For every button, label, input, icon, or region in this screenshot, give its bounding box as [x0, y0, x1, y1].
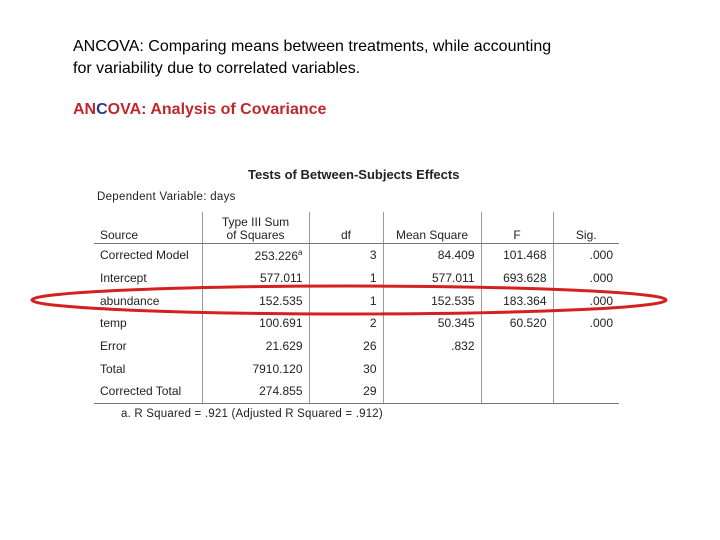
cell-ms: 50.345 — [383, 312, 481, 335]
header-df: df — [309, 212, 383, 244]
header-source: Source — [94, 212, 202, 244]
cell-ss-value: 253.226 — [254, 248, 299, 263]
cell-ss — [202, 244, 309, 267]
cell-sig — [553, 380, 619, 403]
cell-df: 1 — [309, 289, 383, 312]
cell-ss: 152.535 — [202, 289, 309, 312]
cell-source: Error — [100, 339, 127, 354]
cell-source: Total — [100, 361, 126, 376]
table-row-abundance — [94, 289, 619, 312]
anova-table — [94, 212, 619, 404]
cell-ss: 577.011 — [202, 267, 309, 290]
cell-ms — [383, 357, 481, 380]
cell-df: 26 — [309, 335, 383, 358]
cell-f — [481, 380, 553, 403]
cell-df: 3 — [309, 244, 383, 267]
header-f: F — [481, 212, 553, 244]
cell-ms: 84.409 — [383, 244, 481, 267]
cell-f — [481, 335, 553, 358]
cell-f: 101.468 — [481, 244, 553, 267]
cell-sig: .000 — [553, 244, 619, 267]
header-mean-square: Mean Square — [383, 212, 481, 244]
cell-ms: 577.011 — [383, 267, 481, 290]
heading-part-1: AN — [73, 101, 97, 118]
intro-line-2: for variability due to correlated variables. — [73, 60, 361, 77]
table-title: Tests of Between-Subjects Effects — [248, 167, 460, 182]
cell-ms: .832 — [383, 335, 481, 358]
table-row — [94, 380, 619, 403]
table-row — [94, 244, 619, 267]
cell-df: 1 — [309, 267, 383, 290]
cell-source: temp — [100, 316, 127, 331]
cell-f: 183.364 — [481, 289, 553, 312]
cell-ms — [383, 380, 481, 403]
cell-sig: .000 — [553, 312, 619, 335]
dependent-variable-label: Dependent Variable: days — [97, 191, 236, 203]
cell-source: Intercept — [100, 271, 147, 286]
cell-f: 693.628 — [481, 267, 553, 290]
cell-f: 60.520 — [481, 312, 553, 335]
cell-sig — [553, 357, 619, 380]
table-row — [94, 357, 619, 380]
cell-sig — [553, 335, 619, 358]
table-row — [94, 335, 619, 358]
cell-ss: 21.629 — [202, 335, 309, 358]
cell-f — [481, 357, 553, 380]
intro-text — [73, 36, 673, 80]
cell-ss: 100.691 — [202, 312, 309, 335]
section-heading — [73, 99, 326, 121]
header-sig: Sig. — [553, 212, 619, 244]
cell-source: abundance — [100, 293, 160, 308]
cell-source: Corrected Total — [94, 380, 202, 403]
cell-ms: 152.535 — [383, 289, 481, 312]
header-sum-of-squares — [202, 212, 309, 244]
table-footnote: a. R Squared = .921 (Adjusted R Squared = .912) — [121, 408, 383, 420]
cell-df: 2 — [309, 312, 383, 335]
cell-df: 29 — [309, 380, 383, 403]
cell-sig: .000 — [553, 267, 619, 290]
cell-sig: .000 — [553, 289, 619, 312]
cell-source: Corrected Model — [100, 248, 189, 263]
table-row — [94, 267, 619, 290]
heading-part-3: OVA: Analysis of Covariance — [107, 101, 327, 118]
cell-ss: 274.855 — [202, 380, 309, 403]
cell-ss: 7910.120 — [202, 357, 309, 380]
header-ss-line1: Type III Sum — [221, 215, 290, 229]
table-row — [94, 312, 619, 335]
heading-part-2: C — [96, 101, 108, 118]
header-ss-line2: of Squares — [226, 228, 285, 242]
cell-ss-superscript: a — [298, 247, 303, 257]
table-header-row — [94, 212, 619, 244]
cell-df: 30 — [309, 357, 383, 380]
intro-line-1: ANCOVA: Comparing means between treatments, while accounting — [73, 38, 552, 55]
